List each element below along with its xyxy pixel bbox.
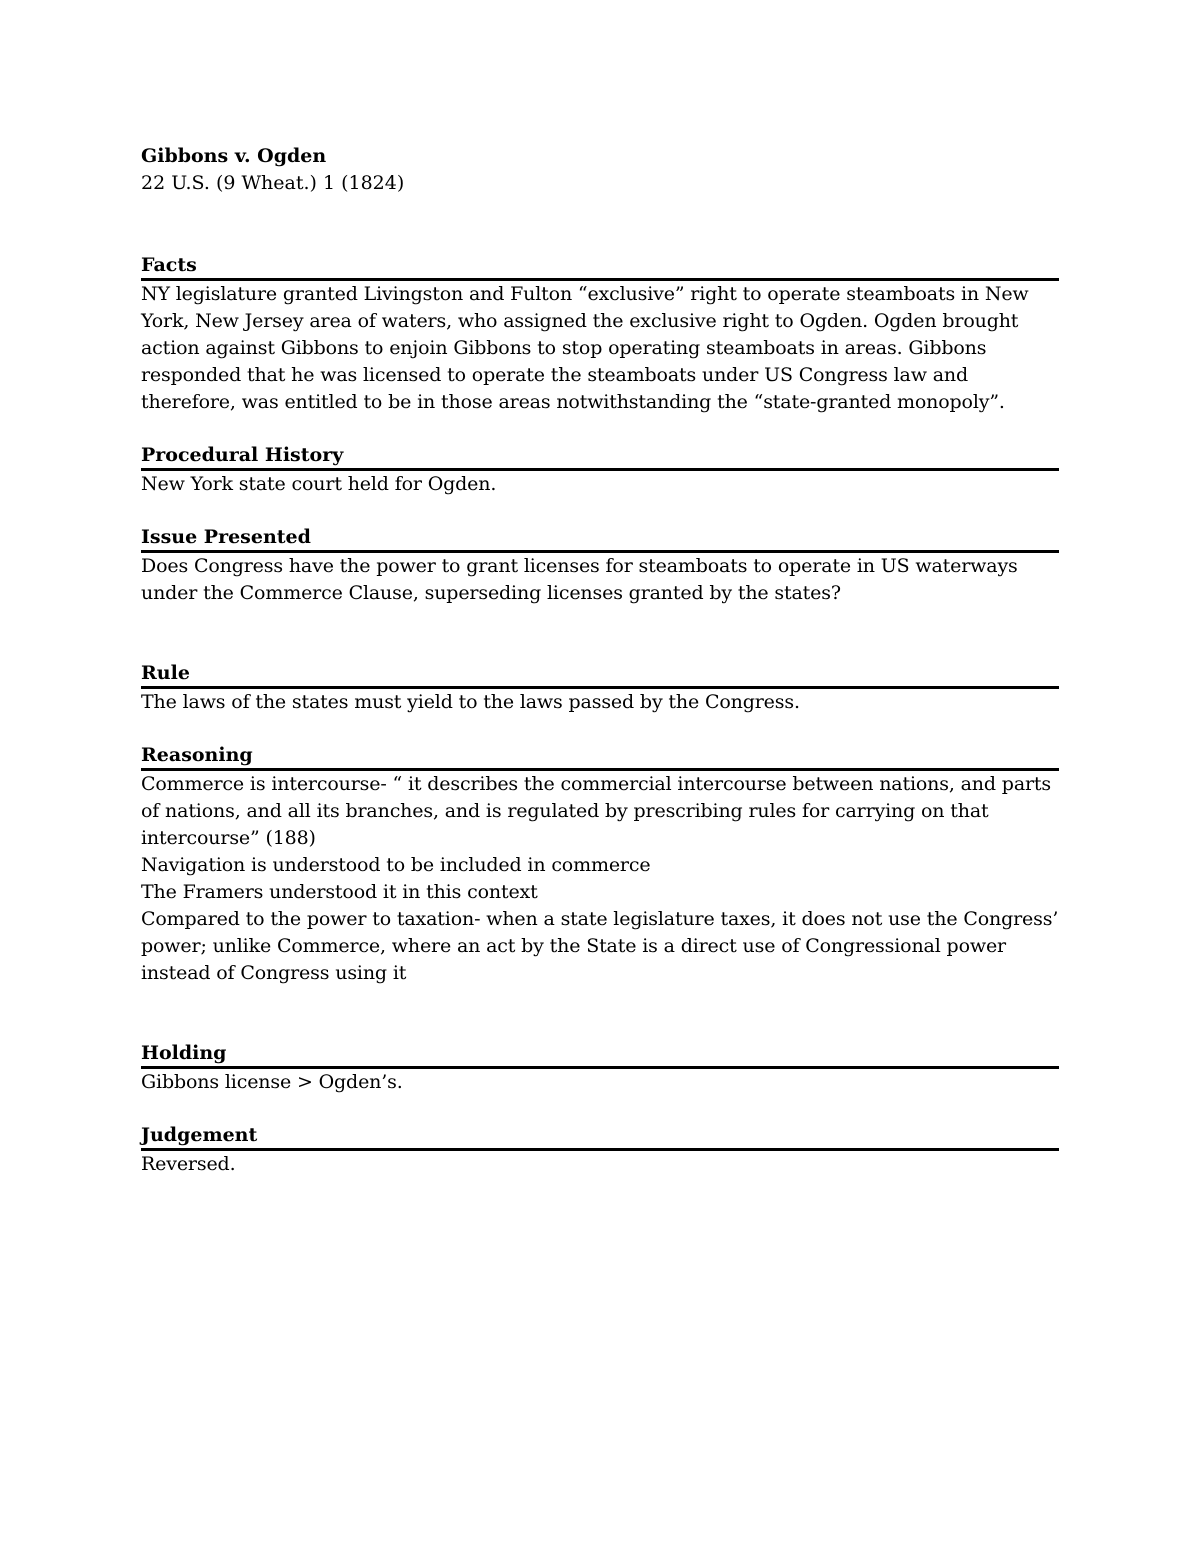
- spacer: [141, 416, 1059, 443]
- spacer: [141, 197, 1059, 253]
- procedural-history-paragraph: New York state court held for Ogden.: [141, 473, 497, 495]
- judgement-section: [141, 1123, 1059, 1178]
- case-brief-page: [141, 143, 1059, 1178]
- procedural-history-body: [141, 471, 1059, 498]
- holding-section: [141, 1041, 1059, 1096]
- rule-section: [141, 661, 1059, 716]
- issue-presented-body: [141, 553, 1059, 607]
- reasoning-heading: Reasoning: [141, 743, 1059, 771]
- spacer: [141, 987, 1059, 1041]
- reasoning-paragraph: Commerce is intercourse- “ it describes the commercial intercourse between nations, and parts of nations, and all its branches, and is regulated by prescribing rules for carrying on that intercourse” (188): [141, 773, 1052, 849]
- issue-presented-heading: Issue Presented: [141, 525, 1059, 553]
- judgement-paragraph: Reversed.: [141, 1153, 236, 1175]
- reasoning-paragraph: Compared to the power to taxation- when a state legislature taxes, it does not use the Congress’ power; unlike Commerce, where an act by the State is a direct use of Congressional power instead of Congress using it: [141, 908, 1059, 984]
- facts-section: [141, 253, 1059, 416]
- rule-body: [141, 689, 1059, 716]
- spacer: [141, 607, 1059, 661]
- holding-body: [141, 1069, 1059, 1096]
- facts-heading: Facts: [141, 253, 1059, 281]
- holding-heading: Holding: [141, 1041, 1059, 1069]
- procedural-history-heading: Procedural History: [141, 443, 1059, 471]
- issue-presented-section: [141, 525, 1059, 607]
- case-title: Gibbons v. Ogden: [141, 145, 327, 167]
- facts-paragraph: NY legislature granted Livingston and Fulton “exclusive” right to operate steamboats in New York, New Jersey area of waters, who assigned the exclusive right to Ogden. Ogden brought action against Gibbons to enjoin Gibbons to stop operating steamboats in areas. Gibbons responded that he was licensed to operate the steamboats under US Congress law and therefore, was entitled to be in those areas notwithstanding the “state-granted monopoly”.: [141, 283, 1029, 413]
- facts-body: [141, 281, 1059, 416]
- spacer: [141, 716, 1059, 743]
- procedural-history-section: [141, 443, 1059, 498]
- spacer: [141, 1096, 1059, 1123]
- reasoning-body: [141, 771, 1059, 987]
- issue-presented-paragraph: Does Congress have the power to grant licenses for steamboats to operate in US waterways under the Commerce Clause, superseding licenses granted by the states?: [141, 555, 1018, 604]
- judgement-body: [141, 1151, 1059, 1178]
- holding-paragraph: Gibbons license > Ogden’s.: [141, 1071, 403, 1093]
- reasoning-paragraph: The Framers understood it in this context: [141, 881, 538, 903]
- reasoning-section: [141, 743, 1059, 987]
- spacer: [141, 498, 1059, 525]
- rule-heading: Rule: [141, 661, 1059, 689]
- reasoning-paragraph: Navigation is understood to be included in commerce: [141, 854, 651, 876]
- judgement-heading: Judgement: [141, 1123, 1059, 1151]
- rule-paragraph: The laws of the states must yield to the laws passed by the Congress.: [141, 691, 800, 713]
- case-citation: 22 U.S. (9 Wheat.) 1 (1824): [141, 172, 405, 194]
